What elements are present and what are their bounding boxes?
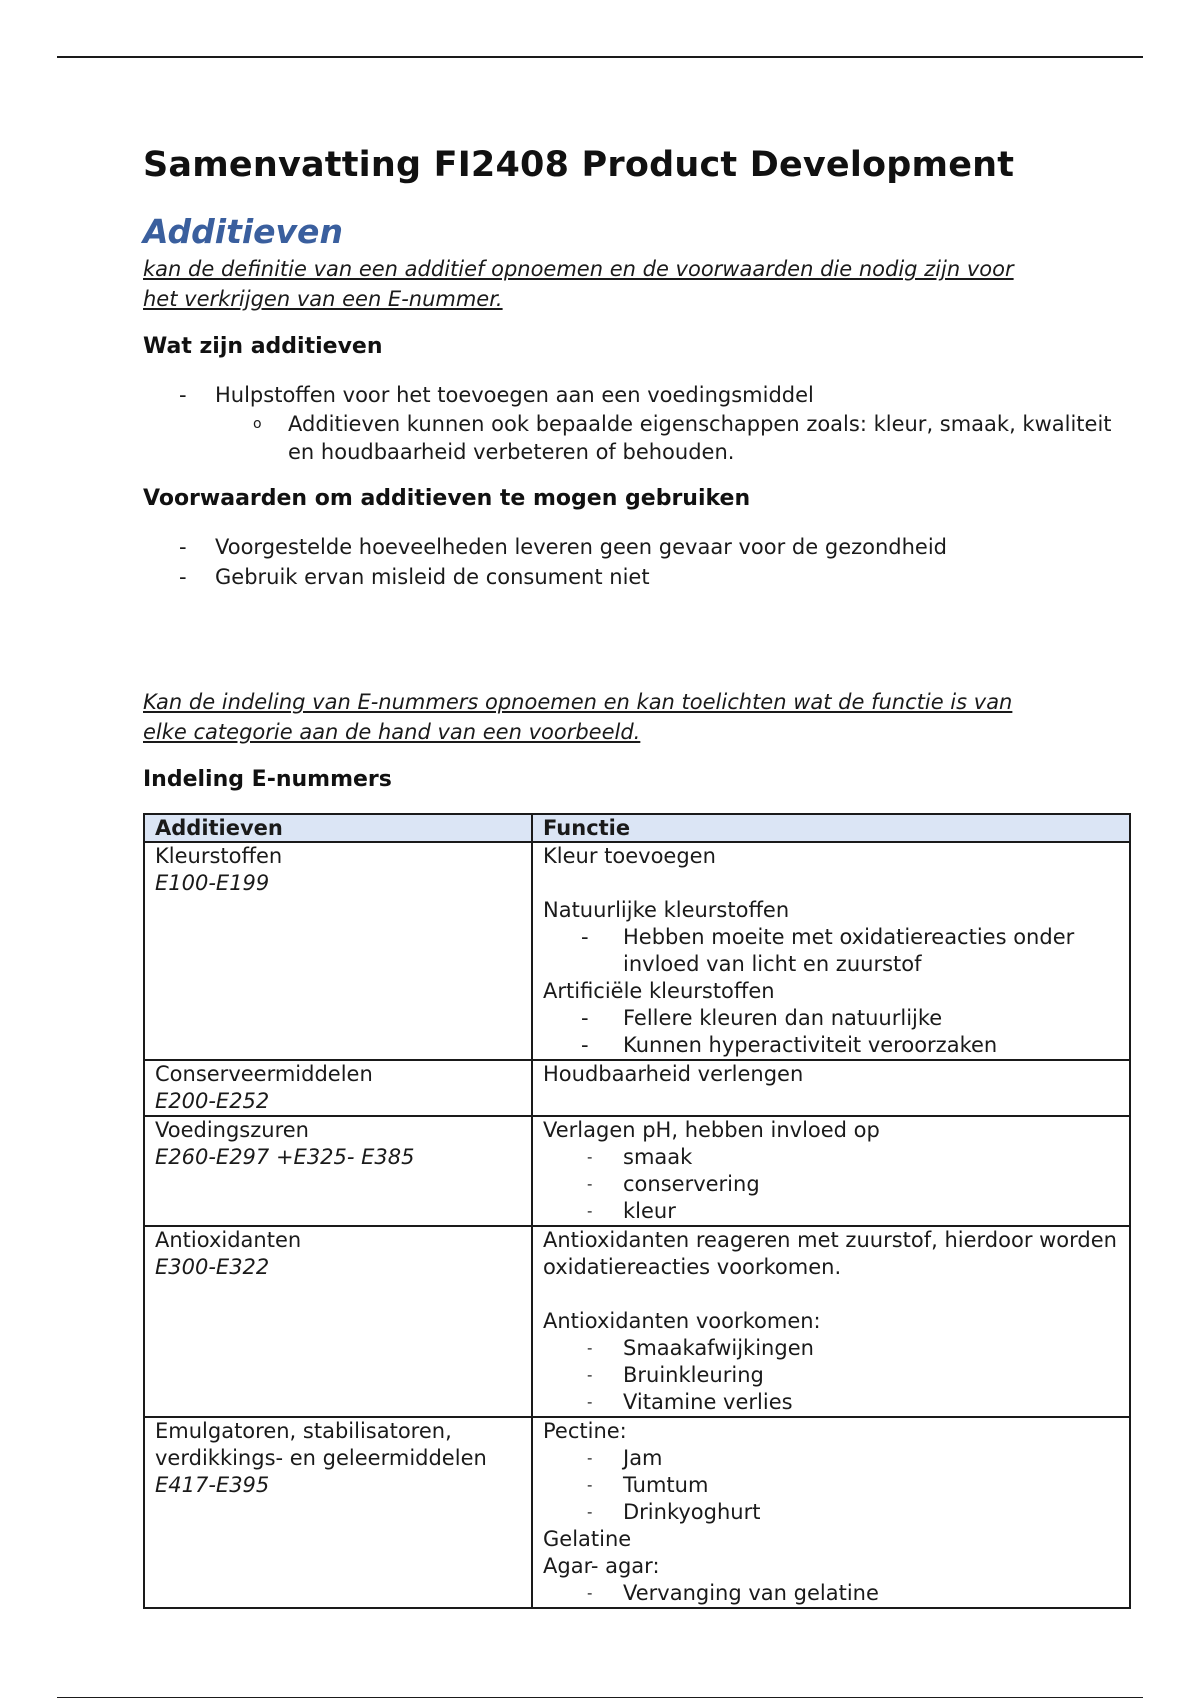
function-text: Natuurlijke kleurstoffen xyxy=(543,898,790,922)
dash-bullet: - xyxy=(179,535,187,559)
dash-bullet: - xyxy=(587,1503,593,1521)
dash-bullet: - xyxy=(587,1175,593,1193)
function-cell xyxy=(532,1417,1130,1608)
additive-cell xyxy=(144,1417,532,1608)
function-text: Kleur toevoegen xyxy=(543,844,716,868)
function-bullet-text: Bruinkleuring xyxy=(623,1363,764,1387)
list-voorwaarden xyxy=(143,532,1133,592)
additive-name: Kleurstoffen xyxy=(155,844,283,868)
dash-bullet: - xyxy=(587,1202,593,1220)
sub-list xyxy=(215,410,1133,466)
function-bullet xyxy=(543,1472,1119,1499)
function-bullet-text: smaak xyxy=(623,1145,693,1169)
function-bullet-text: Tumtum xyxy=(623,1473,709,1497)
function-bullet-text: Smaakafwijkingen xyxy=(623,1336,814,1360)
table-row xyxy=(144,842,1130,1060)
dash-bullet: - xyxy=(581,1006,589,1030)
sub-list-item xyxy=(143,410,1133,466)
function-text: Verlagen pH, hebben invloed op xyxy=(543,1118,880,1142)
e-number-range: E417-E395 xyxy=(155,1473,270,1497)
table-row xyxy=(144,1060,1130,1116)
additive-cell xyxy=(144,1116,532,1226)
footer-rule xyxy=(57,1697,1143,1698)
function-bullet-text: Fellere kleuren dan natuurlijke xyxy=(623,1006,943,1030)
function-bullet xyxy=(543,1171,1119,1198)
table-header-functie: Functie xyxy=(532,814,1130,842)
function-text: Agar- agar: xyxy=(543,1554,660,1578)
function-bullet xyxy=(543,1032,1119,1059)
list-item-text: Gebruik ervan misleid de consument niet xyxy=(215,565,650,589)
table-header-row xyxy=(144,814,1130,842)
document-body xyxy=(143,140,1133,1609)
dash-bullet: - xyxy=(581,1033,589,1057)
dash-bullet: - xyxy=(179,565,187,589)
function-bullet xyxy=(543,1144,1119,1171)
function-bullet xyxy=(543,1499,1119,1526)
additive-name: Emulgatoren, stabilisatoren, verdikkings- en geleermiddelen xyxy=(155,1419,487,1470)
function-bullet xyxy=(543,1445,1119,1472)
function-text: Artificiële kleurstoffen xyxy=(543,979,775,1003)
dash-bullet: - xyxy=(587,1584,593,1602)
dash-bullet: - xyxy=(581,925,589,949)
dash-bullet: - xyxy=(587,1148,593,1166)
e-number-range: E200-E252 xyxy=(155,1089,270,1113)
function-bullet xyxy=(543,1198,1119,1225)
additive-cell xyxy=(144,1060,532,1116)
additive-cell xyxy=(144,842,532,1060)
function-bullet-text: conservering xyxy=(623,1172,760,1196)
function-bullet xyxy=(543,1005,1119,1032)
function-text: Houdbaarheid verlengen xyxy=(543,1062,804,1086)
dash-bullet: - xyxy=(587,1476,593,1494)
function-cell xyxy=(532,1116,1130,1226)
function-bullet-text: Kunnen hyperactiviteit veroorzaken xyxy=(623,1033,998,1057)
e-number-range: E260-E297 +E325- E385 xyxy=(155,1145,415,1169)
function-bullet-text: Drinkyoghurt xyxy=(623,1500,761,1524)
function-bullet xyxy=(543,1389,1119,1416)
table-row xyxy=(144,1226,1130,1417)
function-bullet-text: Vervanging van gelatine xyxy=(623,1581,879,1605)
list-item-text: Voorgestelde hoeveelheden leveren geen gevaar voor de gezondheid xyxy=(215,535,948,559)
additive-cell xyxy=(144,1226,532,1417)
function-text: Antioxidanten voorkomen: xyxy=(543,1309,821,1333)
circle-bullet: o xyxy=(253,416,262,432)
learning-objective-1: kan de definitie van een additief opnoemen en de voorwaarden die nodig zijn voor het verkrijgen van een E-nummer. xyxy=(143,257,1014,311)
function-cell xyxy=(532,1226,1130,1417)
function-text: Pectine: xyxy=(543,1419,627,1443)
function-bullet-text: kleur xyxy=(623,1199,676,1223)
header-rule xyxy=(57,56,1143,58)
dash-bullet: - xyxy=(587,1366,593,1384)
function-cell xyxy=(532,1060,1130,1116)
additive-name: Voedingszuren xyxy=(155,1118,309,1142)
function-bullet xyxy=(543,924,1119,978)
dash-bullet: - xyxy=(587,1393,593,1411)
list-item xyxy=(143,562,1133,592)
function-bullet xyxy=(543,1580,1119,1607)
function-text: Gelatine xyxy=(543,1527,632,1551)
subheading-wat-zijn: Wat zijn additieven xyxy=(143,334,383,359)
e-number-range: E300-E322 xyxy=(155,1255,270,1279)
list-wat-zijn xyxy=(143,380,1133,466)
function-bullet xyxy=(543,1335,1119,1362)
e-numbers-table xyxy=(143,813,1131,1609)
subheading-indeling: Indeling E-nummers xyxy=(143,767,392,792)
function-bullet-text: Vitamine verlies xyxy=(623,1390,793,1414)
subheading-voorwaarden: Voorwaarden om additieven te mogen gebruiken xyxy=(143,486,751,511)
dash-bullet: - xyxy=(179,383,187,407)
learning-objective-2: Kan de indeling van E-nummers opnoemen en kan toelichten wat de functie is van elke categorie aan de hand van een voorbeeld. xyxy=(143,690,1013,744)
function-text: Antioxidanten reageren met zuurstof, hierdoor worden oxidatiereacties voorkomen. xyxy=(543,1228,1117,1279)
dash-bullet: - xyxy=(587,1449,593,1467)
dash-bullet: - xyxy=(587,1339,593,1357)
function-bullet-text: Jam xyxy=(623,1446,663,1470)
list-item xyxy=(143,380,1133,466)
function-bullet-text: Hebben moeite met oxidatiereacties onder invloed van licht en zuurstof xyxy=(623,925,1075,976)
table-header-additieven: Additieven xyxy=(144,814,532,842)
list-item-text: Hulpstoffen voor het toevoegen aan een voedingsmiddel xyxy=(215,383,814,407)
document-title: Samenvatting FI2408 Product Development xyxy=(143,145,1015,185)
e-number-range: E100-E199 xyxy=(155,871,270,895)
section-heading-additieven: Additieven xyxy=(143,212,343,251)
list-item xyxy=(143,532,1133,562)
table-row xyxy=(144,1417,1130,1608)
table-row xyxy=(144,1116,1130,1226)
additive-name: Antioxidanten xyxy=(155,1228,302,1252)
sub-list-item-text: Additieven kunnen ook bepaalde eigenschappen zoals: kleur, smaak, kwaliteit en houdbaarheid verbeteren of behouden. xyxy=(288,412,1112,464)
function-cell xyxy=(532,842,1130,1060)
additive-name: Conserveermiddelen xyxy=(155,1062,373,1086)
function-bullet xyxy=(543,1362,1119,1389)
